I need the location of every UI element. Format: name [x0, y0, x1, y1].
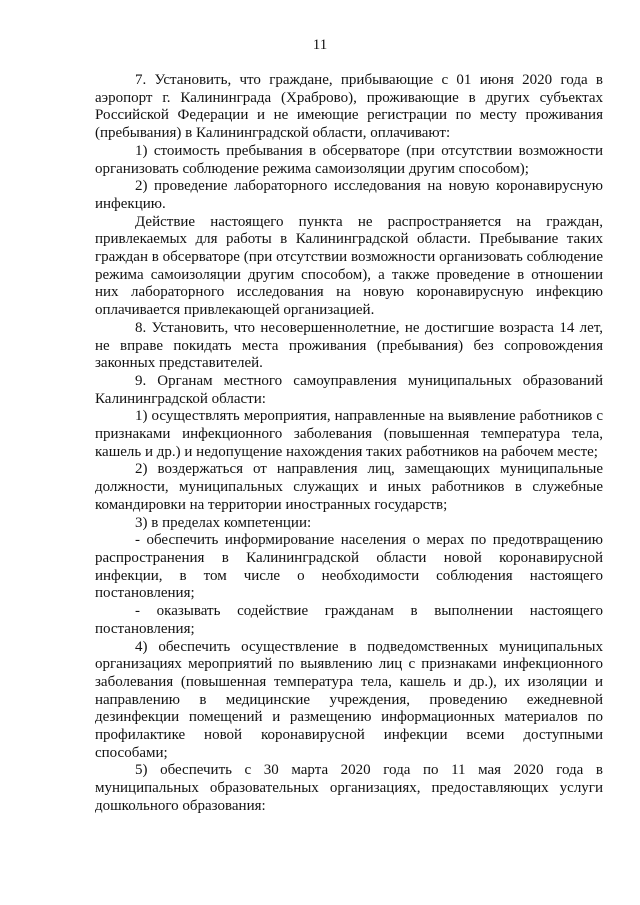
paragraph-subitem-9-4: 4) обеспечить осуществление в подведомственных муниципальных организациях мероприятий по выявлению лиц с признаками инфекционного заболевания (повышенная температура тела, кашель и др.), их изоляции и направлению в медицинские учреждения, проведению ежедневной дезинфекции помещений и размещению информационных материалов по профилактике новой коронавирусной инфекции всеми доступными способами; — [95, 638, 603, 761]
paragraph-exception-note: Действие настоящего пункта не распространяется на граждан, привлекаемых для работы в Калининградской области. Пребывание таких граждан в обсерваторе (при отсутствии возможности организовать соблюдение режима самоизоляции другим способом), а также проведение в отношении них лабораторного исследования на новую коронавирусную инфекцию оплачивается привлекающей организацией. — [95, 213, 603, 319]
paragraph-subitem-9-2: 2) воздержаться от направления лиц, замещающих муниципальные должности, муниципальных служащих и иных работников в служебные командировки на территории иностранных государств; — [95, 461, 603, 513]
paragraph-dash-inform: - обеспечить информирование населения о мерах по предотвращению распространения в Калининградской области новой коронавирусной инфекции, в том числе о необходимости соблюдения настоящего постановления; — [95, 532, 603, 602]
paragraph-item-7: 7. Установить, что граждане, прибывающие с 01 июня 2020 года в аэропорт г. Калининграда (Храброво), проживающие в других субъектах Российской Федерации и не имеющие регистрации по месту проживания (пребывания) в Калининградской области, оплачивают: — [95, 72, 603, 142]
paragraph-subitem-7-2: 2) проведение лабораторного исследования на новую коронавирусную инфекцию. — [95, 178, 603, 212]
paragraph-subitem-9-1: 1) осуществлять мероприятия, направленные на выявление работников с признаками инфекционного заболевания (повышенная температура тела, кашель и др.) и недопущение нахождения таких работников на рабочем месте; — [95, 408, 603, 460]
paragraph-item-8: 8. Установить, что несовершеннолетние, не достигшие возраста 14 лет, не вправе покидать места проживания (пребывания) без сопровождения законных представителей. — [95, 319, 603, 372]
paragraph-dash-assist: - оказывать содействие гражданам в выполнении настоящего постановления; — [95, 603, 603, 637]
page-number: 11 — [312, 37, 328, 53]
paragraph-subitem-9-3: 3) в пределах компетенции: — [135, 514, 312, 531]
document-body — [95, 72, 603, 816]
paragraph-subitem-9-5: 5) обеспечить с 30 марта 2020 года по 11 мая 2020 года в муниципальных образовательных организациях, предоставляющих услуги дошкольного образования: — [95, 762, 603, 814]
paragraph-subitem-7-1: 1) стоимость пребывания в обсерваторе (при отсутствии возможности организовать соблюдение режима самоизоляции другим способом); — [95, 142, 603, 177]
paragraph-item-9: 9. Органам местного самоуправления муниципальных образований Калининградской области: — [95, 372, 603, 407]
